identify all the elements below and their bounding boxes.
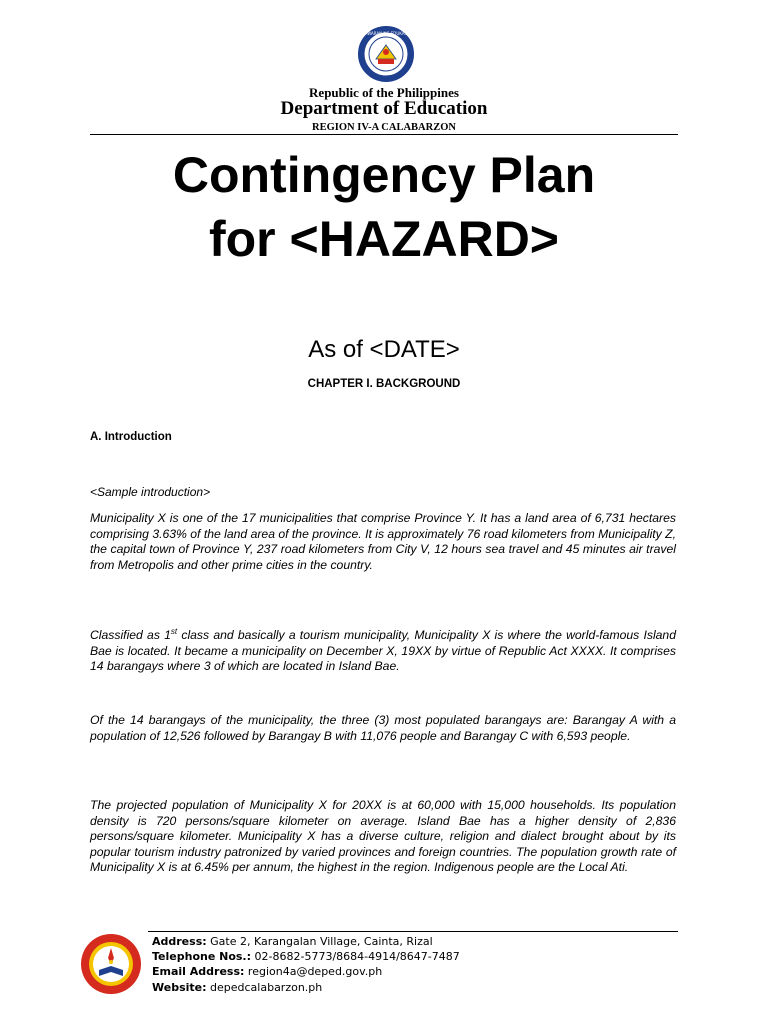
paragraph-2 [90,628,676,675]
footer-email [152,964,460,979]
telephone-label: Telephone Nos.: [152,950,252,964]
seal-text: KAGAWARAN NG EDUKASYON [356,31,416,36]
paragraph-2-rest: class and basically a tourism municipality, Municipality X is where the world-famous Island Bae is located. It became a municipality on December X, 19XX by virtue of Republic Act XXXX. It comprises 14 barangays where 3 of which are located in Island Bae. [90,628,676,674]
telephone-value: 02-8682-5773/8684-4914/8647-7487 [254,950,460,964]
email-value[interactable]: region4a@deped.gov.ph [247,965,383,979]
chapter-heading: CHAPTER I. BACKGROUND [307,378,461,390]
sample-label: <Sample introduction> [90,485,211,499]
paragraph-2-start: Classified as 1 [90,628,171,642]
footer-telephone [152,949,460,964]
website-value[interactable]: depedcalabarzon.ph [210,980,323,994]
region-heading: REGION IV-A CALABARZON [312,122,456,133]
paragraph-3: Of the 14 barangays of the municipality, the three (3) most populated barangays are: Barangay A with a population of 12,526 followed by Barangay B with 11,076 people and Barangay C with 6,593 people. [90,713,676,743]
footer-address [152,934,460,949]
as-of-date: As of <DATE> [308,336,460,363]
section-heading: A. Introduction [90,431,172,443]
department-heading: Department of Education [280,98,488,119]
republic-heading: Republic of the Philippines [309,85,459,100]
calabarzon-seal-icon [79,932,143,996]
website-label: Website: [152,980,207,994]
email-label: Email Address: [152,965,245,979]
paragraph-4: The projected population of Municipality X for 20XX is at 60,000 with 15,000 households. Its population density is 720 persons/square kilometer on average. Island Bae has a higher density of 2,836 persons/square kilometer. Municipality X has a diverse culture, religion and dialect brought about by its popular tourism industry patronized by varied provinces and foreign countries. The population growth rate of Municipality X is at 6.45% per annum, the highest in the region. Indigenous people are the Local Ati. [90,798,676,875]
document-title [0,143,768,271]
footer-divider [148,931,678,932]
paragraph-1: Municipality X is one of the 17 municipalities that comprise Province Y. It has a land area of 6,731 hectares comprising 3.63% of the land area of the province. It is approximately 76 road kilometers from Municipality Z, the capital town of Province Y, 237 road kilometers from City V, 12 hours sea travel and 45 minutes air travel from Metropolis and other prime cities in the country. [90,511,676,572]
ordinal-suffix: st [170,626,178,636]
address-label: Address: [152,935,207,948]
footer-website [152,980,460,995]
title-line-2: for <HAZARD> [208,211,560,267]
header-divider [90,134,678,135]
deped-seal-icon [348,25,424,83]
address-value: Gate 2, Karangalan Village, Cainta, Rizal [210,935,433,948]
title-line-1: Contingency Plan [172,147,596,203]
contact-footer [152,934,460,995]
